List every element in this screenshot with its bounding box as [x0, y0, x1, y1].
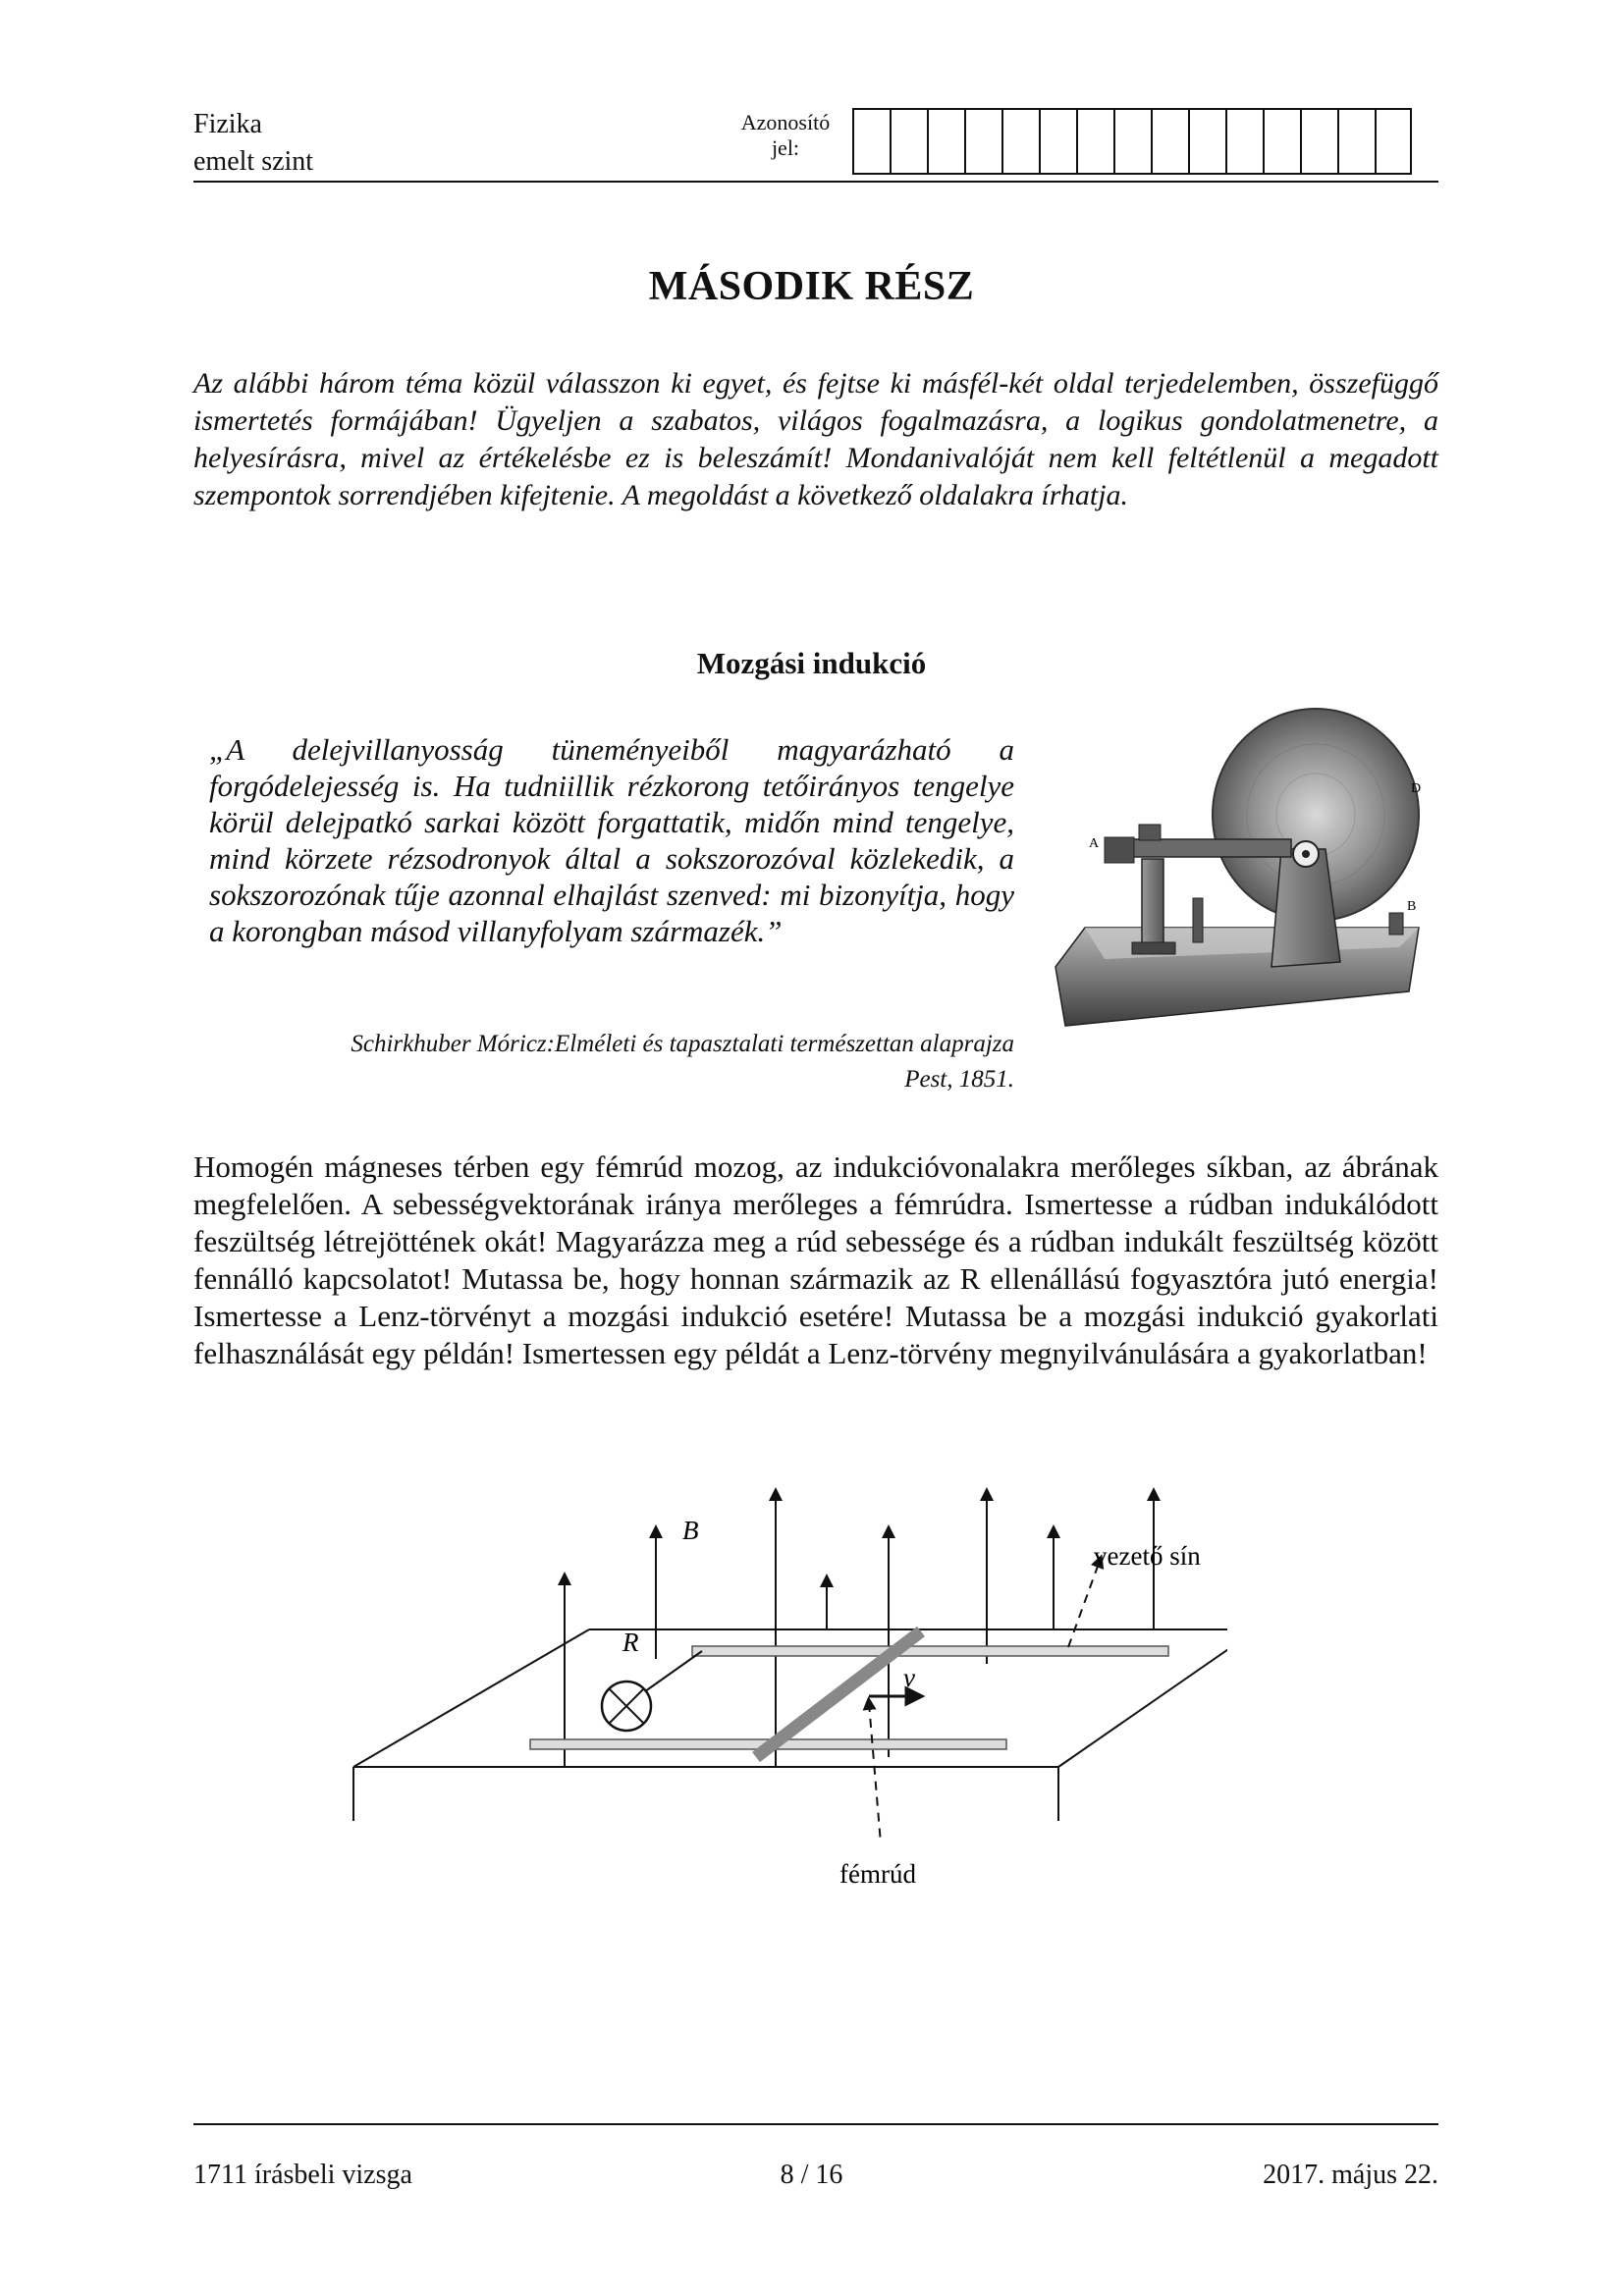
id-box[interactable]	[1151, 108, 1188, 175]
label-velocity-v: v	[903, 1663, 915, 1692]
id-box[interactable]	[890, 108, 927, 175]
topic-title: Mozgási indukció	[696, 646, 927, 680]
footer-exam-code: 1711 írásbeli vizsga	[193, 2160, 412, 2190]
label-d: D	[1411, 781, 1422, 796]
quote-source	[209, 1027, 1014, 1097]
table	[344, 1629, 1227, 1821]
faraday-disk-illustration	[1046, 702, 1429, 1036]
subject-level: emelt szint	[193, 146, 314, 177]
id-box[interactable]	[1300, 108, 1337, 175]
id-box[interactable]	[1001, 108, 1039, 175]
id-box[interactable]	[1263, 108, 1300, 175]
page-title: MÁSODIK RÉSZ	[648, 264, 975, 309]
id-box[interactable]	[1337, 108, 1375, 175]
footer-page-number: 8 / 16	[780, 2160, 843, 2190]
id-label	[722, 110, 849, 161]
id-label-line1: Azonosító	[740, 110, 831, 134]
id-box[interactable]	[1375, 108, 1412, 175]
source-line2: Pest, 1851.	[904, 1066, 1014, 1093]
footer-date: 2017. május 22.	[1263, 2160, 1438, 2190]
horseshoe-magnet	[1114, 839, 1291, 857]
intro-instructions: Az alábbi három téma közül válasszon ki egyet, és fejtse ki másfél-két oldal terjedelemben, összefüggő ismertetés formájában! Ügyeljen a szabatos, világos fogalmazásra, a logikus gondolatmenetre, a helyesírásra, mivel az értékelésbe ez is beleszámít! Mondanivalóját nem kell feltétlenül a megadott szempontok sorrendjében kifejtenie. A megoldást a következő oldalakra írhatja.	[193, 367, 1438, 511]
subject-name: Fizika	[193, 109, 262, 139]
id-label-line2: jel:	[771, 135, 800, 160]
source-line1: Schirkhuber Móricz:Elméleti és tapasztalati természettan alaprajza	[351, 1031, 1014, 1057]
magnet-pillar	[1142, 859, 1163, 947]
id-box[interactable]	[1188, 108, 1225, 175]
task-text: Homogén mágneses térben egy fémrúd mozog, az indukcióvonalakra merőleges síkban, az ábrának megfelelően. A sebességvektorának iránya merőleges a fémrúdra. Ismertesse a rúdban indukálódott feszültség létrejöttének okát! Magyarázza meg a rúd sebessége és a rúdban indukált feszültség között fennálló kapcsolatot! Mutassa be, hogy honnan származik az R ellenállású fogyasztóra jutó energia! Ismertesse a Lenz-törvényt a mozgási indukció esetére! Mutassa be a mozgási indukció gyakorlati felhasználását egy példán! Ismertessen egy példát a Lenz-törvény megnyilvánulására a gyakorlatban!	[193, 1149, 1438, 1370]
label-resistor-r: R	[622, 1628, 639, 1657]
header-subject	[193, 106, 313, 181]
id-box[interactable]	[964, 108, 1001, 175]
label-b: B	[1407, 899, 1417, 914]
id-box[interactable]	[927, 108, 964, 175]
moving-rod-diagram	[344, 1472, 1227, 1924]
topic-quote: „A delejvillanyosság tüneményeiből magyarázható a forgódelejesség is. Ha tudniillik rézkorong tetőirányos tengelye körül delejpatkó sarkai között forgattatik, midőn mind tengelye, mind körzete rézsodronyok által a sokszorozóval közlekedik, a sokszorozónak tűje azonnal elhajlást szenved: mi bizonyítja, hogy a korongban másod villanyfolyam származék.”	[209, 732, 1014, 948]
conducting-rail-top	[692, 1646, 1168, 1656]
footer-divider	[193, 2123, 1438, 2125]
id-box[interactable]	[1076, 108, 1113, 175]
header-divider	[193, 181, 1438, 183]
label-field-b: B	[682, 1516, 699, 1545]
id-box[interactable]	[1225, 108, 1263, 175]
resistor-symbol	[602, 1682, 651, 1731]
id-box[interactable]	[1039, 108, 1076, 175]
label-a: A	[1089, 836, 1100, 851]
id-box[interactable]	[852, 108, 890, 175]
id-box[interactable]	[1113, 108, 1151, 175]
label-rail: vezető sín	[1094, 1541, 1201, 1571]
id-code-boxes	[852, 108, 1412, 175]
label-rod: fémrúd	[839, 1859, 916, 1889]
